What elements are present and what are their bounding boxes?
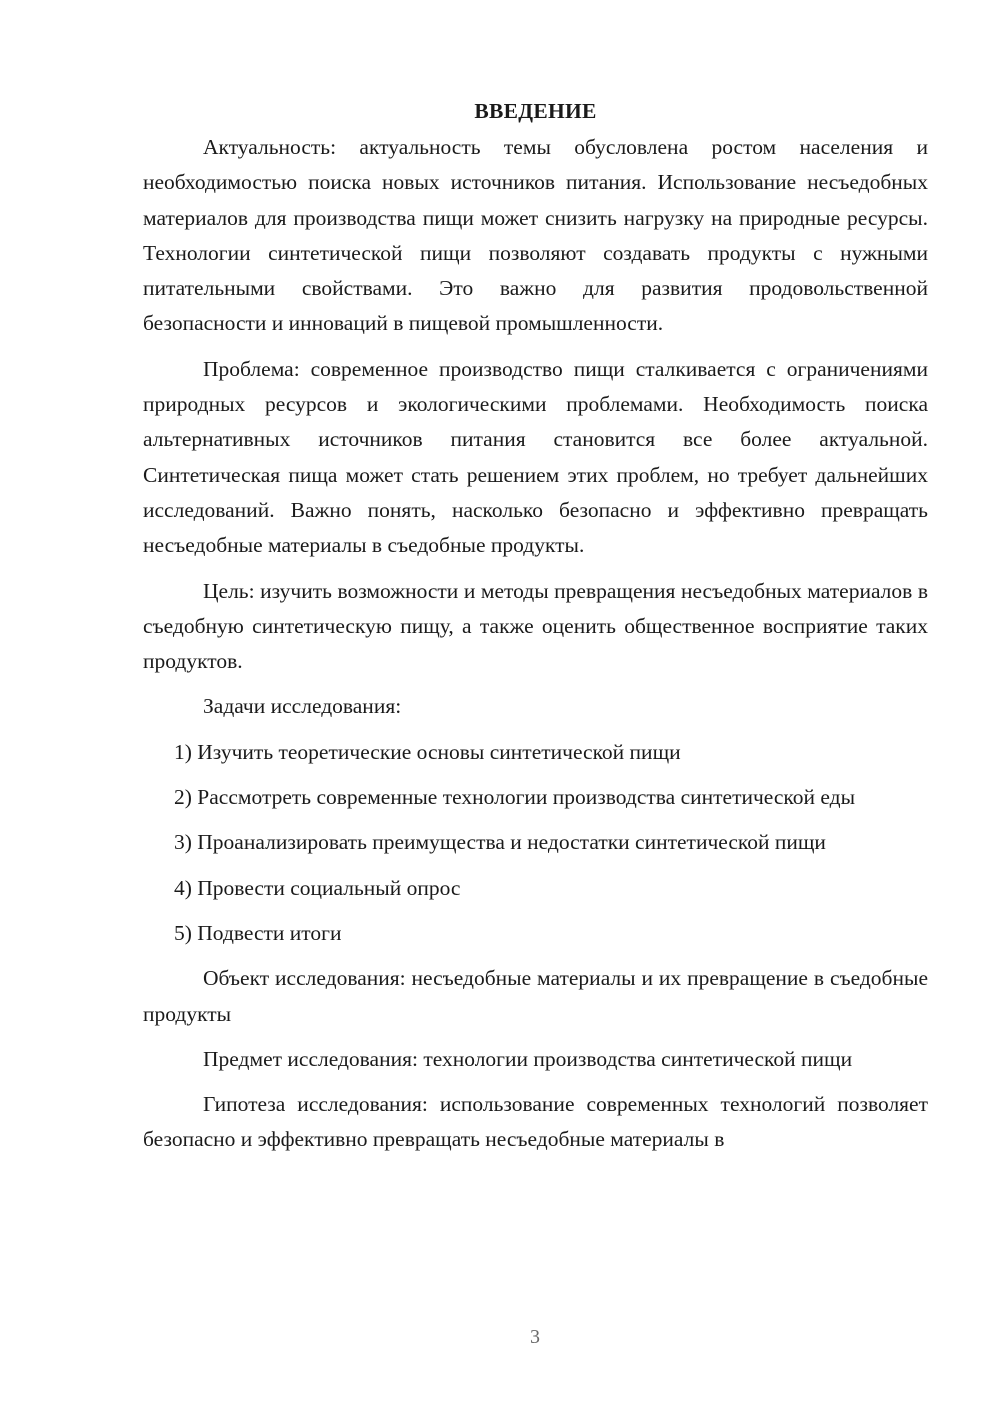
paragraph-tasks-title: Задачи исследования: [203, 694, 402, 719]
tasks-list [143, 735, 928, 951]
page-title: ВВЕДЕНИЕ [474, 99, 597, 123]
list-item: 3) Проанализировать преимущества и недостатки синтетической пищи [174, 830, 826, 855]
paragraph-subject: Предмет исследования: технологии производства синтетической пищи [203, 1046, 853, 1071]
list-item: 1) Изучить теоретические основы синтетической пищи [174, 739, 681, 764]
list-item: 2) Рассмотреть современные технологии производства синтетической еды [174, 785, 856, 810]
paragraph-goal: Цель: изучить возможности и методы превращения несъедобных материалов в съедобную синтетическую пищу, а также оценить общественное восприятие таких продуктов. [143, 578, 928, 674]
list-item: 5) Подвести итоги [174, 920, 342, 945]
paragraph-object: Объект исследования: несъедобные материалы и их превращение в съедобные продукты [143, 966, 928, 1026]
document-page [143, 96, 928, 1158]
paragraph-problem: Проблема: современное производство пищи сталкивается с ограничениями природных ресурсов и экологическими проблемами. Необходимость поиска альтернативных источников питания становится все более актуальной. Синтетическая пища может стать решением этих проблем, но требует дальнейших исследований. Важно понять, насколько безопасно и эффективно превращать несъедобные материалы в съедобные продукты. [143, 356, 928, 558]
paragraph-hypothesis: Гипотеза исследования: использование современных технологий позволяет безопасно и эффективно превращать несъедобные материалы в [143, 1092, 928, 1152]
paragraph-relevance: Актуальность: актуальность темы обусловлена ростом населения и необходимостью поиска новых источников питания. Использование несъедобных материалов для производства пищи может снизить нагрузку на природные ресурсы. Технологии синтетической пищи позволяют создавать продукты с нужными питательными свойствами. Это важно для развития продовольственной безопасности и инноваций в пищевой промышленности. [143, 135, 928, 336]
list-item: 4) Провести социальный опрос [174, 875, 461, 900]
page-number: 3 [530, 1326, 540, 1348]
